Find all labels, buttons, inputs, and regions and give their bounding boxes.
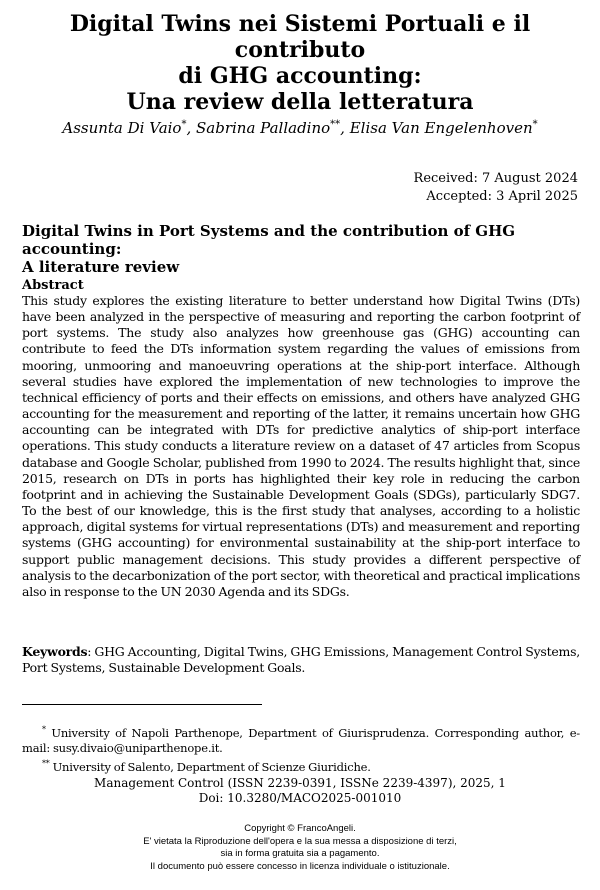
keywords-list: : GHG Accounting, Digital Twins, GHG Emissions, Management Control Systems, Port Systems, Sustainable Development Goals. <box>22 644 580 676</box>
copyright-line-1: Copyright © FrancoAngeli. <box>244 823 356 834</box>
footnote-1 <box>22 722 580 756</box>
journal-doi: Doi: 10.3280/MACO2025-001010 <box>198 791 402 805</box>
copyright-line-2: E' vietata la Riproduzione dell'opera e la sua messa a disposizione di terzi, <box>143 835 457 847</box>
footnotes <box>22 722 580 775</box>
author-name: Assunta Di Vaio <box>62 119 182 137</box>
author-affiliation-mark: ** <box>330 119 341 130</box>
journal-info <box>10 776 590 806</box>
english-title <box>22 222 582 276</box>
title-line-2: di GHG accounting: <box>178 63 422 89</box>
author-affiliation-mark: * <box>532 119 538 130</box>
keywords-paragraph <box>22 644 580 676</box>
journal-citation: Management Control (ISSN 2239-0391, ISSNe 2239-4397), 2025, 1 <box>94 776 506 790</box>
footnote-1-mark: * <box>42 725 46 734</box>
author-affiliation-mark: * <box>181 119 187 130</box>
copyright-line-4: Il documento può essere concesso in licenza individuale o istituzionale. <box>150 860 450 872</box>
abstract-heading: Abstract <box>22 278 84 293</box>
english-title-line-1: Digital Twins in Port Systems and the contribution of GHG accounting: <box>22 222 516 258</box>
author-list: Assunta Di Vaio*, Sabrina Palladino**, Elisa Van Engelenhoven* <box>62 119 538 137</box>
footnote-2-mark: ** <box>42 758 50 768</box>
author-name: Elisa Van Engelenhoven <box>349 119 533 137</box>
received-date: Received: 7 August 2024 <box>413 171 578 186</box>
accepted-date: Accepted: 3 April 2025 <box>426 189 578 204</box>
abstract-body: This study explores the existing literature to better understand how Digital Twins (DTs) have been analyzed in the perspective of measuring and reporting the carbon footprint of port systems. The study also analyzes how greenhouse gas (GHG) accounting can contribute to feed the DTs information system regarding the values of emissions from mooring, unmooring and manoeuvring operations at the ship-port interface. Although several studies have explored the implementation of new technologies to improve the technical efficiency of ports and their effects on emissions, and others have analyzed GHG accounting for the measurement and reporting of the latter, it remains uncertain how GHG accounting can be integrated with DTs for predictive analytics of ship-port interface operations. This study conducts a literature review on a dataset of 47 articles from Scopus database and Google Scholar, published from 1990 to 2024. The results highlight that, since 2015, research on DTs in ports has highlighted their key role in reducing the carbon footprint and in achieving the Sustainable Development Goals (SDGs), particularly SDG7. To the best of our knowledge, this is the first study that analyses, according to a holistic approach, digital systems for virtual representations (DTs) and measurement and reporting systems (GHG accounting) for environmental sustainability at the ship-port interface to support public management decisions. This study provides a different perspective of analysis to the decarbonization of the port sector, with theoretical and practical implications also in response to the UN 2030 Agenda and its SDGs. <box>22 293 580 599</box>
italian-title <box>10 11 590 115</box>
submission-dates <box>414 170 578 206</box>
keywords-label: Keywords <box>22 644 88 659</box>
footnote-rule <box>22 704 262 705</box>
author-name: Sabrina Palladino <box>196 119 331 137</box>
title-line-3: Una review della letteratura <box>126 89 474 115</box>
footnote-2-text: University of Salento, Department of Scienze Giuridiche. <box>49 759 371 774</box>
copyright-notice <box>10 823 590 873</box>
copyright-line-3: sia in forma gratuita sia a pagamento. <box>220 848 380 859</box>
footnote-1-text: University of Napoli Parthenope, Department of Giurisprudenza. Corresponding author, e-mail: susy.divaio@uniparthenope.it. <box>22 725 580 755</box>
footnote-2 <box>22 756 580 775</box>
english-title-line-2: A literature review <box>22 258 180 276</box>
title-line-1: Digital Twins nei Sistemi Portuali e il contributo <box>69 11 531 63</box>
